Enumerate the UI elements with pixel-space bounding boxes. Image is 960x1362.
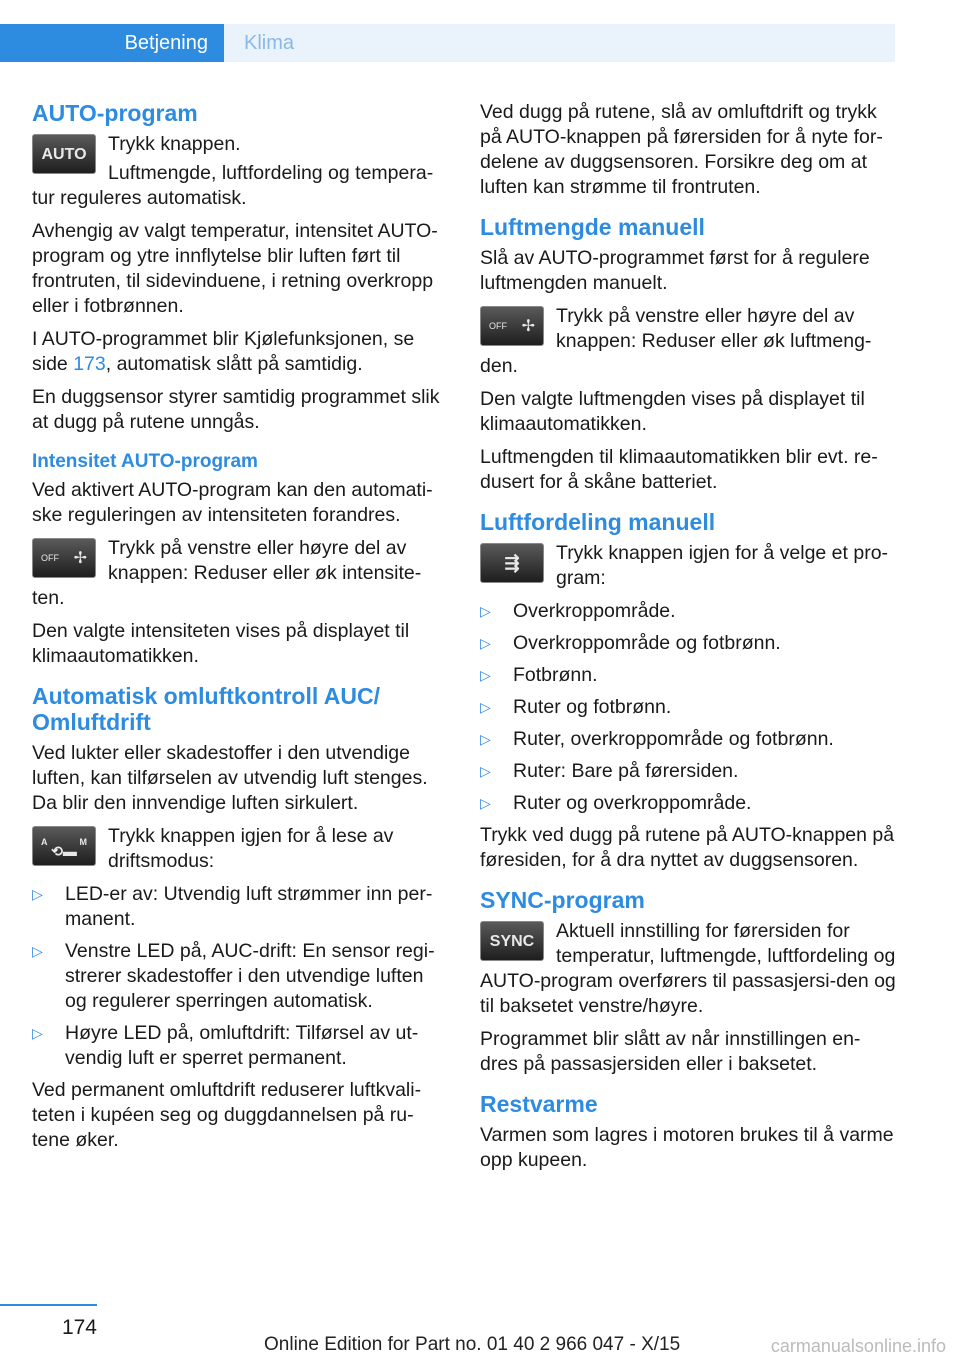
auc-mode-list <box>32 882 450 1071</box>
triangle-bullet-icon: ▷ <box>480 635 491 651</box>
heading-intensity: Intensitet AUTO-program <box>32 451 258 472</box>
list-item <box>480 663 898 688</box>
heading-auc: Automatisk omluftkontroll AUC/ Omluftdrift <box>32 683 380 735</box>
watermark-text: carmanualsonline.info <box>770 1336 946 1356</box>
led-a-label: A <box>41 837 48 847</box>
list-item-text: Ruter, overkroppområde og fotbrønn. <box>513 728 834 750</box>
car-recirculation-icon: ⟲▬ <box>51 842 77 859</box>
triangle-bullet-icon: ▷ <box>480 603 491 619</box>
heading-distribution: Luftfordeling manuell <box>480 509 716 535</box>
triangle-bullet-icon: ▷ <box>32 1025 43 1041</box>
list-item <box>480 631 898 656</box>
page-number: 174 <box>61 1316 97 1339</box>
off-label: OFF <box>489 320 507 331</box>
airflow-button-row <box>480 304 898 379</box>
auc-button-row <box>32 824 450 874</box>
auto-paragraph-2 <box>32 327 450 377</box>
auto-button-row <box>32 132 450 211</box>
distribution-program-list <box>480 599 898 816</box>
header-bar <box>0 24 895 62</box>
triangle-bullet-icon: ▷ <box>32 886 43 902</box>
distribution-button-text: Trykk knappen igjen for å velge et pro-gram: <box>556 542 889 589</box>
list-item <box>480 599 898 624</box>
heading-airflow: Luftmengde manuell <box>480 214 705 240</box>
left-column <box>32 100 450 1161</box>
list-item <box>32 939 450 1014</box>
list-item-text: Overkroppområde og fotbrønn. <box>513 632 781 654</box>
heading-residual-heat: Restvarme <box>480 1091 598 1117</box>
triangle-bullet-icon: ▷ <box>32 943 43 959</box>
auto-p2-text-a: I AUTO-programmet blir Kjølefunksjonen, se side <box>32 328 415 375</box>
list-item-text: Overkroppområde. <box>513 600 676 622</box>
list-item-text: Fotbrønn. <box>513 664 598 686</box>
section-sync <box>480 887 898 1077</box>
auc-paragraph-1: Ved lukter eller skadestoffer i den utvendige luften, kan tilførselen av utvendig luft stenges. Da blir den innvendige luften sirkulert. <box>32 742 428 814</box>
led-m-label: M <box>79 837 87 847</box>
list-item <box>480 791 898 816</box>
edition-text: Online Edition for Part no. 01 40 2 966 047 - X/15 <box>264 1334 681 1355</box>
section-airflow <box>480 214 898 495</box>
triangle-bullet-icon: ▷ <box>480 763 491 779</box>
triangle-bullet-icon: ▷ <box>480 699 491 715</box>
list-item-text: Ruter: Bare på førersiden. <box>513 760 739 782</box>
sync-paragraph-1: Programmet blir slått av når innstillingen en-dres på passasjersiden eller i baksetet. <box>480 1028 861 1075</box>
triangle-bullet-icon: ▷ <box>480 795 491 811</box>
auc-paragraph-2: Ved permanent omluftdrift reduserer luftkvali-teten i kupéen seg og duggdannelsen på ru-tene øker. <box>32 1079 422 1151</box>
fan-icon: ✢ <box>73 549 87 567</box>
list-item <box>480 727 898 752</box>
footer-divider <box>0 1304 97 1306</box>
auto-p2-text-b: , automatisk slått på samtidig. <box>105 353 363 375</box>
list-item-text: Ruter og overkroppområde. <box>513 792 752 814</box>
intensity-paragraph-2: Den valgte intensiteten vises på displayet til klimaautomatikken. <box>32 620 410 667</box>
right-paragraph-0: Ved dugg på rutene, slå av omluftdrift og trykk på AUTO-knappen på førersiden for å nyte for-delene av duggsensoren. Forsikre deg om at luften kan strømme til frontruten. <box>480 101 883 198</box>
section-distribution <box>480 509 898 873</box>
distribution-button-row <box>480 541 898 591</box>
residual-paragraph-1: Varmen som lagres i motoren brukes til å varme opp kupeen. <box>480 1124 894 1171</box>
auto-button-image <box>32 134 96 174</box>
auto-line2: Luftmengde, luftfordeling og tempera-tur reguleres automatisk. <box>32 162 434 209</box>
list-item <box>480 759 898 784</box>
intensity-button-row <box>32 536 450 611</box>
heading-sync: SYNC-program <box>480 887 645 913</box>
auto-button-label: AUTO <box>41 145 87 163</box>
sync-button-text: Aktuell innstilling for førersiden for temperatur, luftmengde, luftfordeling og AUTO-program overførers til passasjersi-den og til baksetet venstre/høyre. <box>480 920 896 1017</box>
intensity-button-text: Trykk på venstre eller høyre del av knappen: Reduser eller øk intensite-ten. <box>32 537 422 609</box>
seat-airflow-icon: ⇶ <box>504 552 520 573</box>
sync-button-image <box>480 921 544 961</box>
airflow-paragraph-2: Den valgte luftmengden vises på displayet til klimaautomatikken. <box>480 388 865 435</box>
airflow-button-text: Trykk på venstre eller høyre del av knappen: Reduser eller øk luftmeng-den. <box>480 305 872 377</box>
list-item <box>32 1021 450 1071</box>
sync-button-label: SYNC <box>489 932 535 950</box>
recirculation-button-image <box>32 826 96 866</box>
auto-paragraph-1: Avhengig av valgt temperatur, intensitet AUTO-program og ytre innflytelse blir luften ført til frontruten, til sidevinduene, i retning overkropp eller i fotbrønnen. <box>32 220 438 317</box>
distribution-paragraph-1: Trykk ved dugg på rutene på AUTO-knappen på føresiden, for å dra nyttet av duggsensoren. <box>480 824 895 871</box>
list-item-text: Venstre LED på, AUC-drift: En sensor regi-strerer skadestoffer i den utvendige luften og regulerer sperringen automatisk. <box>65 940 435 1012</box>
intensity-paragraph-1: Ved aktivert AUTO-program kan den automati-ske reguleringen av intensiteten forandres. <box>32 479 433 526</box>
auto-paragraph-3: En duggsensor styrer samtidig programmet slik at dugg på rutene unngås. <box>32 386 440 433</box>
tab-klima[interactable]: Klima <box>224 24 895 62</box>
list-item <box>32 882 450 932</box>
section-auc <box>32 683 450 1153</box>
triangle-bullet-icon: ▷ <box>480 667 491 683</box>
airflow-paragraph-3: Luftmengden til klimaautomatikken blir evt. re-dusert for å skåne batteriet. <box>480 446 878 493</box>
air-distribution-button-image <box>480 543 544 583</box>
heading-auto-program: AUTO-program <box>32 100 198 126</box>
auto-line1: Trykk knappen. <box>108 133 241 155</box>
list-item-text: Ruter og fotbrønn. <box>513 696 672 718</box>
sync-button-row <box>480 919 898 1019</box>
list-item-text: LED-er av: Utvendig luft strømmer inn per-manent. <box>65 883 433 930</box>
triangle-bullet-icon: ▷ <box>480 731 491 747</box>
right-column <box>480 100 898 1181</box>
page-link-173[interactable]: 173 <box>73 353 106 375</box>
airflow-paragraph-1: Slå av AUTO-programmet først for å regulere luftmengden manuelt. <box>480 247 870 294</box>
section-intensity <box>32 449 450 669</box>
list-item-text: Høyre LED på, omluftdrift: Tilførsel av ut-vendig luft er sperret permanent. <box>65 1022 419 1069</box>
auc-button-text: Trykk knappen igjen for å lese av driftsmodus: <box>108 825 394 872</box>
section-residual-heat <box>480 1091 898 1173</box>
off-label: OFF <box>41 552 59 563</box>
fan-icon: ✢ <box>521 317 535 335</box>
tab-betjening[interactable]: Betjening <box>0 24 224 62</box>
fan-button-image <box>480 306 544 346</box>
fan-button-image <box>32 538 96 578</box>
list-item <box>480 695 898 720</box>
